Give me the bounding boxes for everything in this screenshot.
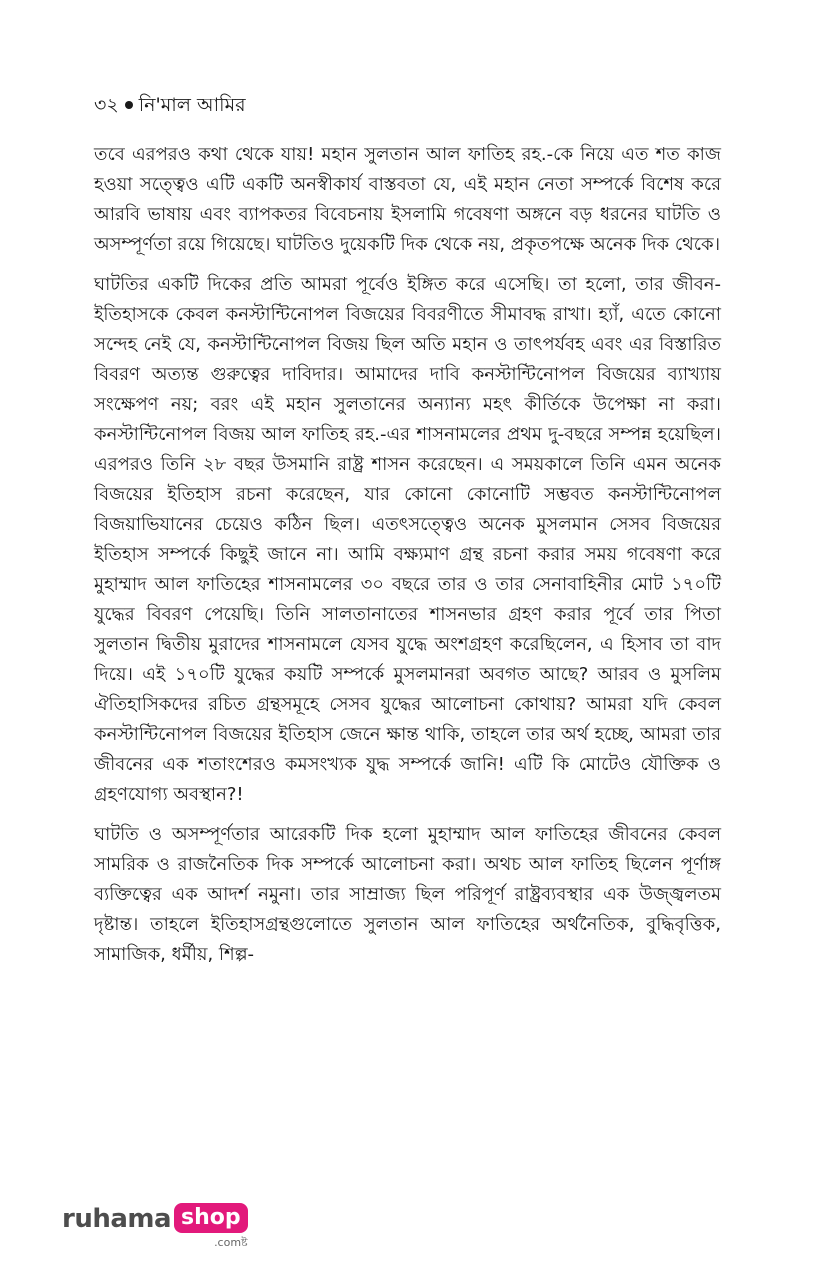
watermark-domain: .comষ্ট [214,1236,248,1249]
bullet-separator-icon [125,101,133,109]
book-title: নি'মাল আমির [138,94,246,116]
paragraph-1: তবে এরপরও কথা থেকে যায়! মহান সুলতান আল ফাতিহ রহ.-কে নিয়ে এত শত কাজ হওয়া সত্ত্বেও এটি একটি অনস্বীকার্য বাস্তবতা যে, এই মহান নেতা সম্পর্কে বিশেষ করে আরবি ভাষায় এবং ব্যাপকতর বিবেচনায় ইসলামি গবেষণা অঙ্গনে বড় ধরনের ঘাটতি ও অসম্পূর্ণতা রয়ে গিয়েছে। ঘাটতিও দুয়েকটি দিক থেকে নয়, প্রকৃতপক্ষে অনেক দিক থেকে। [94,144,721,255]
paragraph-2: ঘাটতির একটি দিকের প্রতি আমরা পূর্বেও ইঙ্গিত করে এসেছি। তা হলো, তার জীবন-ইতিহাসকে কেবল কনস্টান্টিনোপল বিজয়ের বিবরণীতে সীমাবদ্ধ রাখা। হ্যাঁ, এতে কোনো সন্দেহ নেই যে, কনস্টান্টিনোপল বিজয় ছিল অতি মহান ও তাৎপর্যবহ এবং এর বিস্তারিত বিবরণ অত্যন্ত গুরুত্বের দাবিদার। আমাদের দাবি কনস্টান্টিনোপল বিজয়ের ব্যাখ্যায় সংক্ষেপণ নয়; বরং এই মহান সুলতানের অন্যান্য মহৎ কীর্তিকে উপেক্ষা না করা। কনস্টান্টিনোপল বিজয় আল ফাতিহ রহ.-এর শাসনামলের প্রথম দু-বছরে সম্পন্ন হয়েছিল। এরপরও তিনি ২৮ বছর উসমানি রাষ্ট্র শাসন করেছেন। এ সময়কালে তিনি এমন অনেক বিজয়ের ইতিহাস রচনা করেছেন, যার কোনো কোনোটি সম্ভবত কনস্টান্টিনোপল বিজয়াভিযানের চেয়েও কঠিন ছিল। এতৎসত্ত্বেও অনেক মুসলমান সেসব বিজয়ের ইতিহাস সম্পর্কে কিছুই জানে না। আমি বক্ষ্যমাণ গ্রন্থ রচনা করার সময় গবেষণা করে মুহাম্মাদ আল ফাতিহের শাসনামলের ৩০ বছরে তার ও তার সেনাবাহিনীর মোট ১৭০টি যুদ্ধের বিবরণ পেয়েছি। তিনি সালতানাতের শাসনভার গ্রহণ করার পূর্বে তার পিতা সুলতান দ্বিতীয় মুরাদের শাসনামলে যেসব যুদ্ধে অংশগ্রহণ করেছিলেন, এ হিসাব তা বাদ দিয়ে। এই ১৭০টি যুদ্ধের কয়টি সম্পর্কে মুসলমানরা অবগত আছে? আরব ও মুসলিম ঐতিহাসিকদের রচিত গ্রন্থসমূহে সেসব যুদ্ধের আলোচনা কোথায়? আমরা যদি কেবল কনস্টান্টিনোপল বিজয়ের ইতিহাস জেনে ক্ষান্ত থাকি, তাহলে তার অর্থ হচ্ছে, আমরা তার জীবনের এক শতাংশেরও কমসংখ্যক যুদ্ধ সম্পর্কে জানি! এটি কি মোটেও যৌক্তিক ও গ্রহণযোগ্য অবস্থান?! [94,274,721,805]
watermark-brand-right: shop [174,1203,248,1233]
watermark-brand-left: ruhama [62,1204,172,1234]
watermark-shop-badge [174,1203,248,1249]
page-body [94,140,721,980]
running-header [94,92,246,118]
page-number: ৩২ [94,94,119,116]
paragraph-3: ঘাটতি ও অসম্পূর্ণতার আরেকটি দিক হলো মুহাম্মাদ আল ফাতিহের জীবনের কেবল সামরিক ও রাজনৈতিক দিক সম্পর্কে আলোচনা করা। অথচ আল ফাতিহ ছিলেন পূর্ণাঙ্গ ব্যক্তিত্বের এক আদর্শ নমুনা। তার সাম্রাজ্য ছিল পরিপূর্ণ রাষ্ট্রব্যবস্থার এক উজ্জ্বলতম দৃষ্টান্ত। তাহলে ইতিহাসগ্রন্থগুলোতে সুলতান আল ফাতিহের অর্থনৈতিক, বুদ্ধিবৃত্তিক, সামাজিক, ধর্মীয়, শিল্প- [94,824,721,965]
watermark-logo [62,1203,248,1249]
